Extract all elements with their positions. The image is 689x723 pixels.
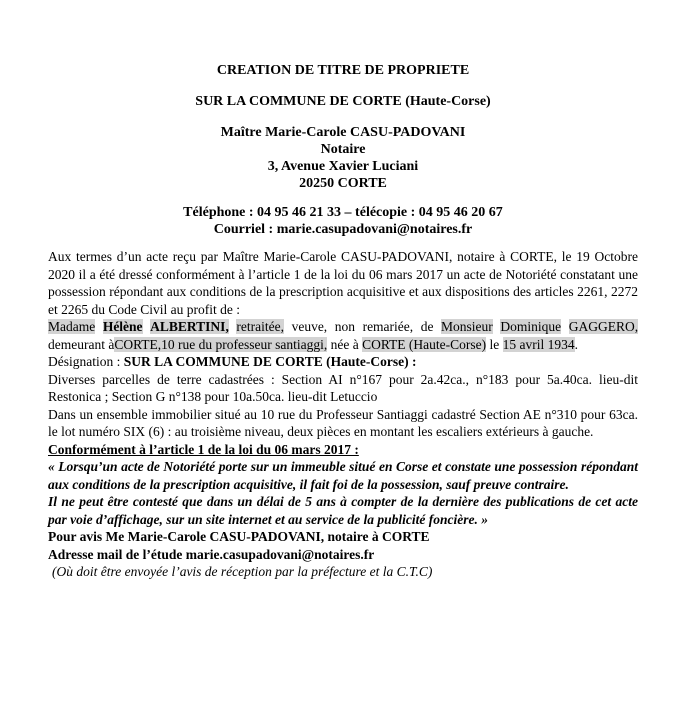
demeurant-label: demeurant à (48, 336, 115, 352)
sentence-end: . (574, 336, 579, 352)
office-email-line: Adresse mail de l’étude marie.casupadovani@notaires.fr (48, 546, 375, 562)
first-name: Hélène (102, 319, 143, 334)
last-name: ALBERTINI, (150, 319, 229, 334)
birth-label: née à (330, 336, 359, 352)
pour-avis-line: Pour avis Me Marie-Carole CASU-PADOVANI, notaire à CORTE (48, 529, 430, 544)
building-paragraph: Dans un ensemble immobilier situé au 10 rue du Professeur Santiaggi cadastré Section AE n°310 pour 63ca. le lot numéro SIX (6) : au troisième niveau, deux pièces en montant les escaliers extérieurs à gauche. (48, 406, 638, 439)
notary-name: Maître Marie-Carole CASU-PADOVANI (220, 125, 466, 140)
address-line-2: 20250 CORTE (299, 176, 387, 191)
law-quote-1: « Lorsqu’un acte de Notoriété porte sur un immeuble situé en Corse et constate une possession répondant aux conditions de la prescription acquisitive, il fait foi de la possession, sauf preuve contraire. (48, 459, 638, 492)
madame-label: Madame (48, 319, 96, 334)
notice-document (48, 62, 638, 581)
email-line: Courriel : marie.casupadovani@notaires.fr (213, 222, 473, 237)
beneficiary-line (48, 318, 638, 353)
spouse-first-name: Dominique (500, 319, 562, 334)
phone-line: Téléphone : 04 95 46 21 33 – télécopie : 04 95 46 20 67 (183, 205, 503, 220)
address-line-1: 3, Avenue Xavier Luciani (267, 159, 419, 174)
document-title: CREATION DE TITRE DE PROPRIETE (216, 63, 470, 78)
parcels-paragraph: Diverses parcelles de terre cadastrées : Section AI n°167 pour 2a.42ca., n°183 pour 5a.40ca. lieu-dit Restonica ; Section G n°138 pour 10a.50ca. lieu-dit Letuccio (48, 371, 638, 404)
notary-role: Notaire (320, 142, 366, 157)
designation-label: Désignation : (48, 354, 121, 369)
intro-paragraph: Aux termes d’un acte reçu par Maître Marie-Carole CASU-PADOVANI, notaire à CORTE, le 19 Octobre 2020 il a été dressé conformément à l’article 1 de la loi du 06 mars 2017 un acte de Notoriété constatant une possession répondant aux conditions de la prescription acquisitive et aux dispositions des articles 2261, 2272 et 2265 du Code Civil au profit de : (48, 249, 638, 317)
designation-line (48, 353, 638, 371)
law-quote-2: Il ne peut être contesté que dans un délai de 5 ans à compter de la dernière des publications de cet acte par voie d’affichage, sur un site internet et au service de la publicité foncière. » (48, 494, 638, 527)
designation-value: SUR LA COMMUNE DE CORTE (Haute-Corse) : (123, 354, 417, 369)
law-heading: Conformément à l’article 1 de la loi du 06 mars 2017 : (48, 441, 359, 457)
birthdate: 15 avril 1934 (502, 336, 575, 352)
le-label: le (489, 336, 500, 352)
notice-body (48, 248, 638, 581)
residence-address: CORTE,10 rue du professeur santiaggi, (114, 336, 328, 352)
marital-status: veuve, non remariée, de (291, 319, 434, 334)
birthplace: CORTE (Haute-Corse) (362, 336, 487, 352)
occupation: retraitée, (236, 319, 284, 334)
spouse-last-name: GAGGERO, (568, 319, 639, 334)
monsieur-label: Monsieur (441, 319, 493, 334)
commune-heading: SUR LA COMMUNE DE CORTE (Haute-Corse) (195, 94, 491, 109)
receipt-note: (Où doit être envoyée l’avis de réception par la préfecture et la C.T.C) (52, 564, 433, 579)
